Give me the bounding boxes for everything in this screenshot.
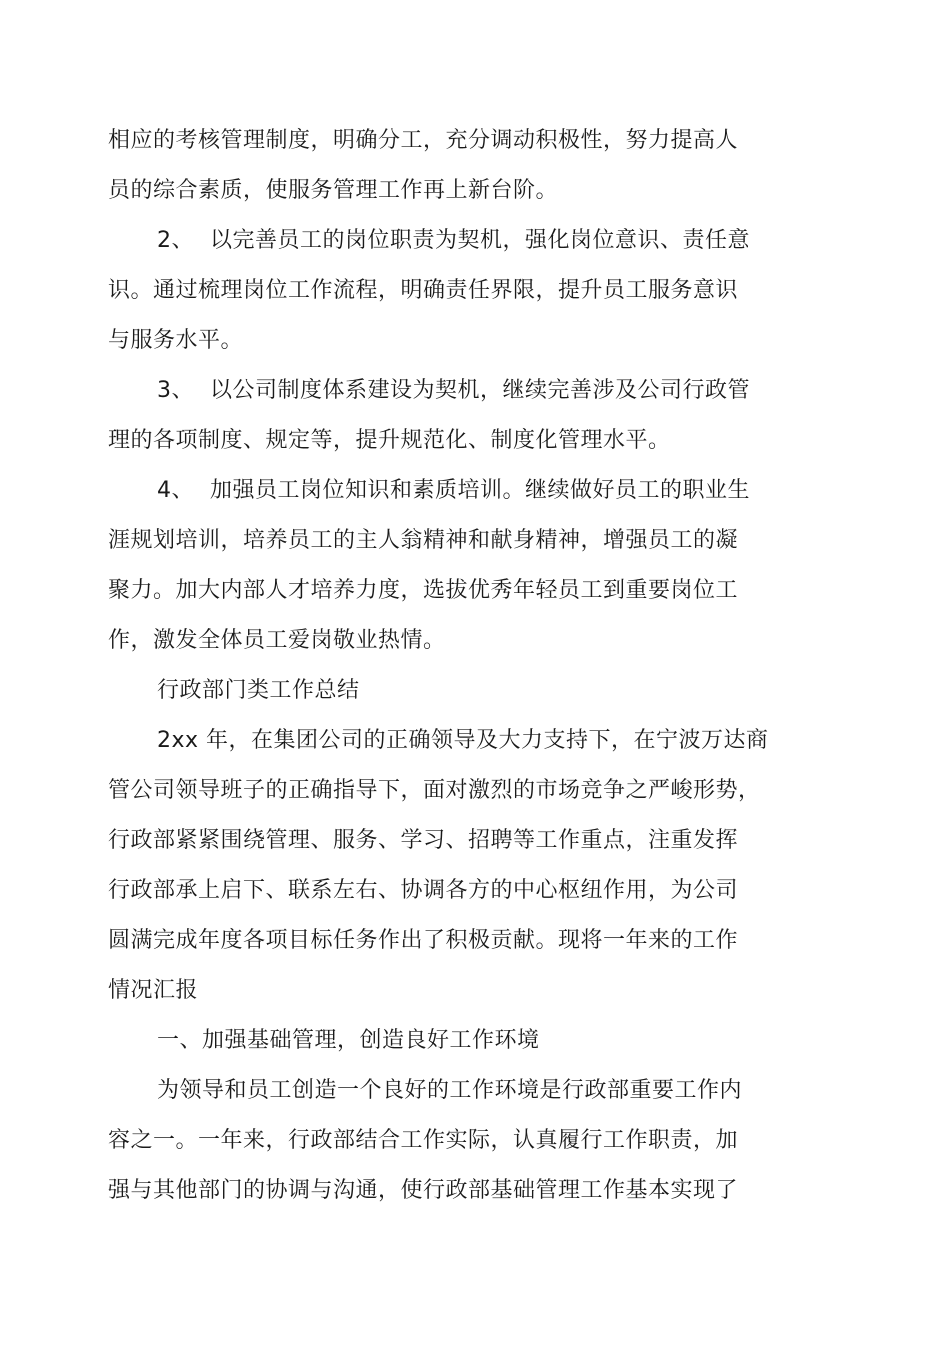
- item-number: 4、: [157, 478, 194, 503]
- text-line: 作，激发全体员工爱岗敬业热情。: [108, 628, 446, 653]
- text-line: 2xx 年，在集团公司的正确领导及大力支持下，在宁波万达商: [157, 728, 769, 753]
- text-line: 与服务水平。: [108, 328, 244, 353]
- text-line: 聚力。加大内部人才培养力度，选拔优秀年轻员工到重要岗位工: [108, 578, 739, 603]
- text-line: 圆满完成年度各项目标任务作出了积极贡献。现将一年来的工作: [108, 928, 739, 953]
- item-number: 3、: [157, 378, 194, 403]
- text-line: 识。通过梳理岗位工作流程，明确责任界限，提升员工服务意识: [108, 278, 739, 303]
- text-line: 为领导和员工创造一个良好的工作环境是行政部重要工作内: [157, 1078, 743, 1103]
- text-line: 行政部承上启下、联系左右、协调各方的中心枢纽作用，为公司: [108, 878, 739, 903]
- text-line: 加强员工岗位知识和素质培训。继续做好员工的职业生: [210, 478, 751, 503]
- text-line: 员的综合素质，使服务管理工作再上新台阶。: [108, 178, 559, 203]
- text-line: 理的各项制度、规定等，提升规范化、制度化管理水平。: [108, 428, 671, 453]
- text-line: 情况汇报: [108, 978, 199, 1003]
- numbered-item-2: [157, 222, 750, 260]
- section-title: 行政部门类工作总结: [157, 678, 360, 703]
- numbered-item-4: [157, 472, 750, 510]
- item-number: 2、: [157, 228, 194, 253]
- section-heading: 一、加强基础管理，创造良好工作环境: [157, 1028, 540, 1053]
- text-line: 行政部紧紧围绕管理、服务、学习、招聘等工作重点，注重发挥: [108, 828, 739, 853]
- text-line: 强与其他部门的协调与沟通，使行政部基础管理工作基本实现了: [108, 1178, 739, 1203]
- numbered-item-3: [157, 372, 750, 410]
- text-line: 管公司领导班子的正确指导下，面对激烈的市场竞争之严峻形势，: [108, 778, 761, 803]
- text-line: 以完善员工的岗位职责为契机，强化岗位意识、责任意: [210, 228, 751, 253]
- text-line: 相应的考核管理制度，明确分工，充分调动积极性，努力提高人: [108, 128, 739, 153]
- text-line: 以公司制度体系建设为契机，继续完善涉及公司行政管: [210, 378, 751, 403]
- text-line: 涯规划培训，培养员工的主人翁精神和献身精神，增强员工的凝: [108, 528, 739, 553]
- text-line: 容之一。一年来，行政部结合工作实际，认真履行工作职责，加: [108, 1128, 739, 1153]
